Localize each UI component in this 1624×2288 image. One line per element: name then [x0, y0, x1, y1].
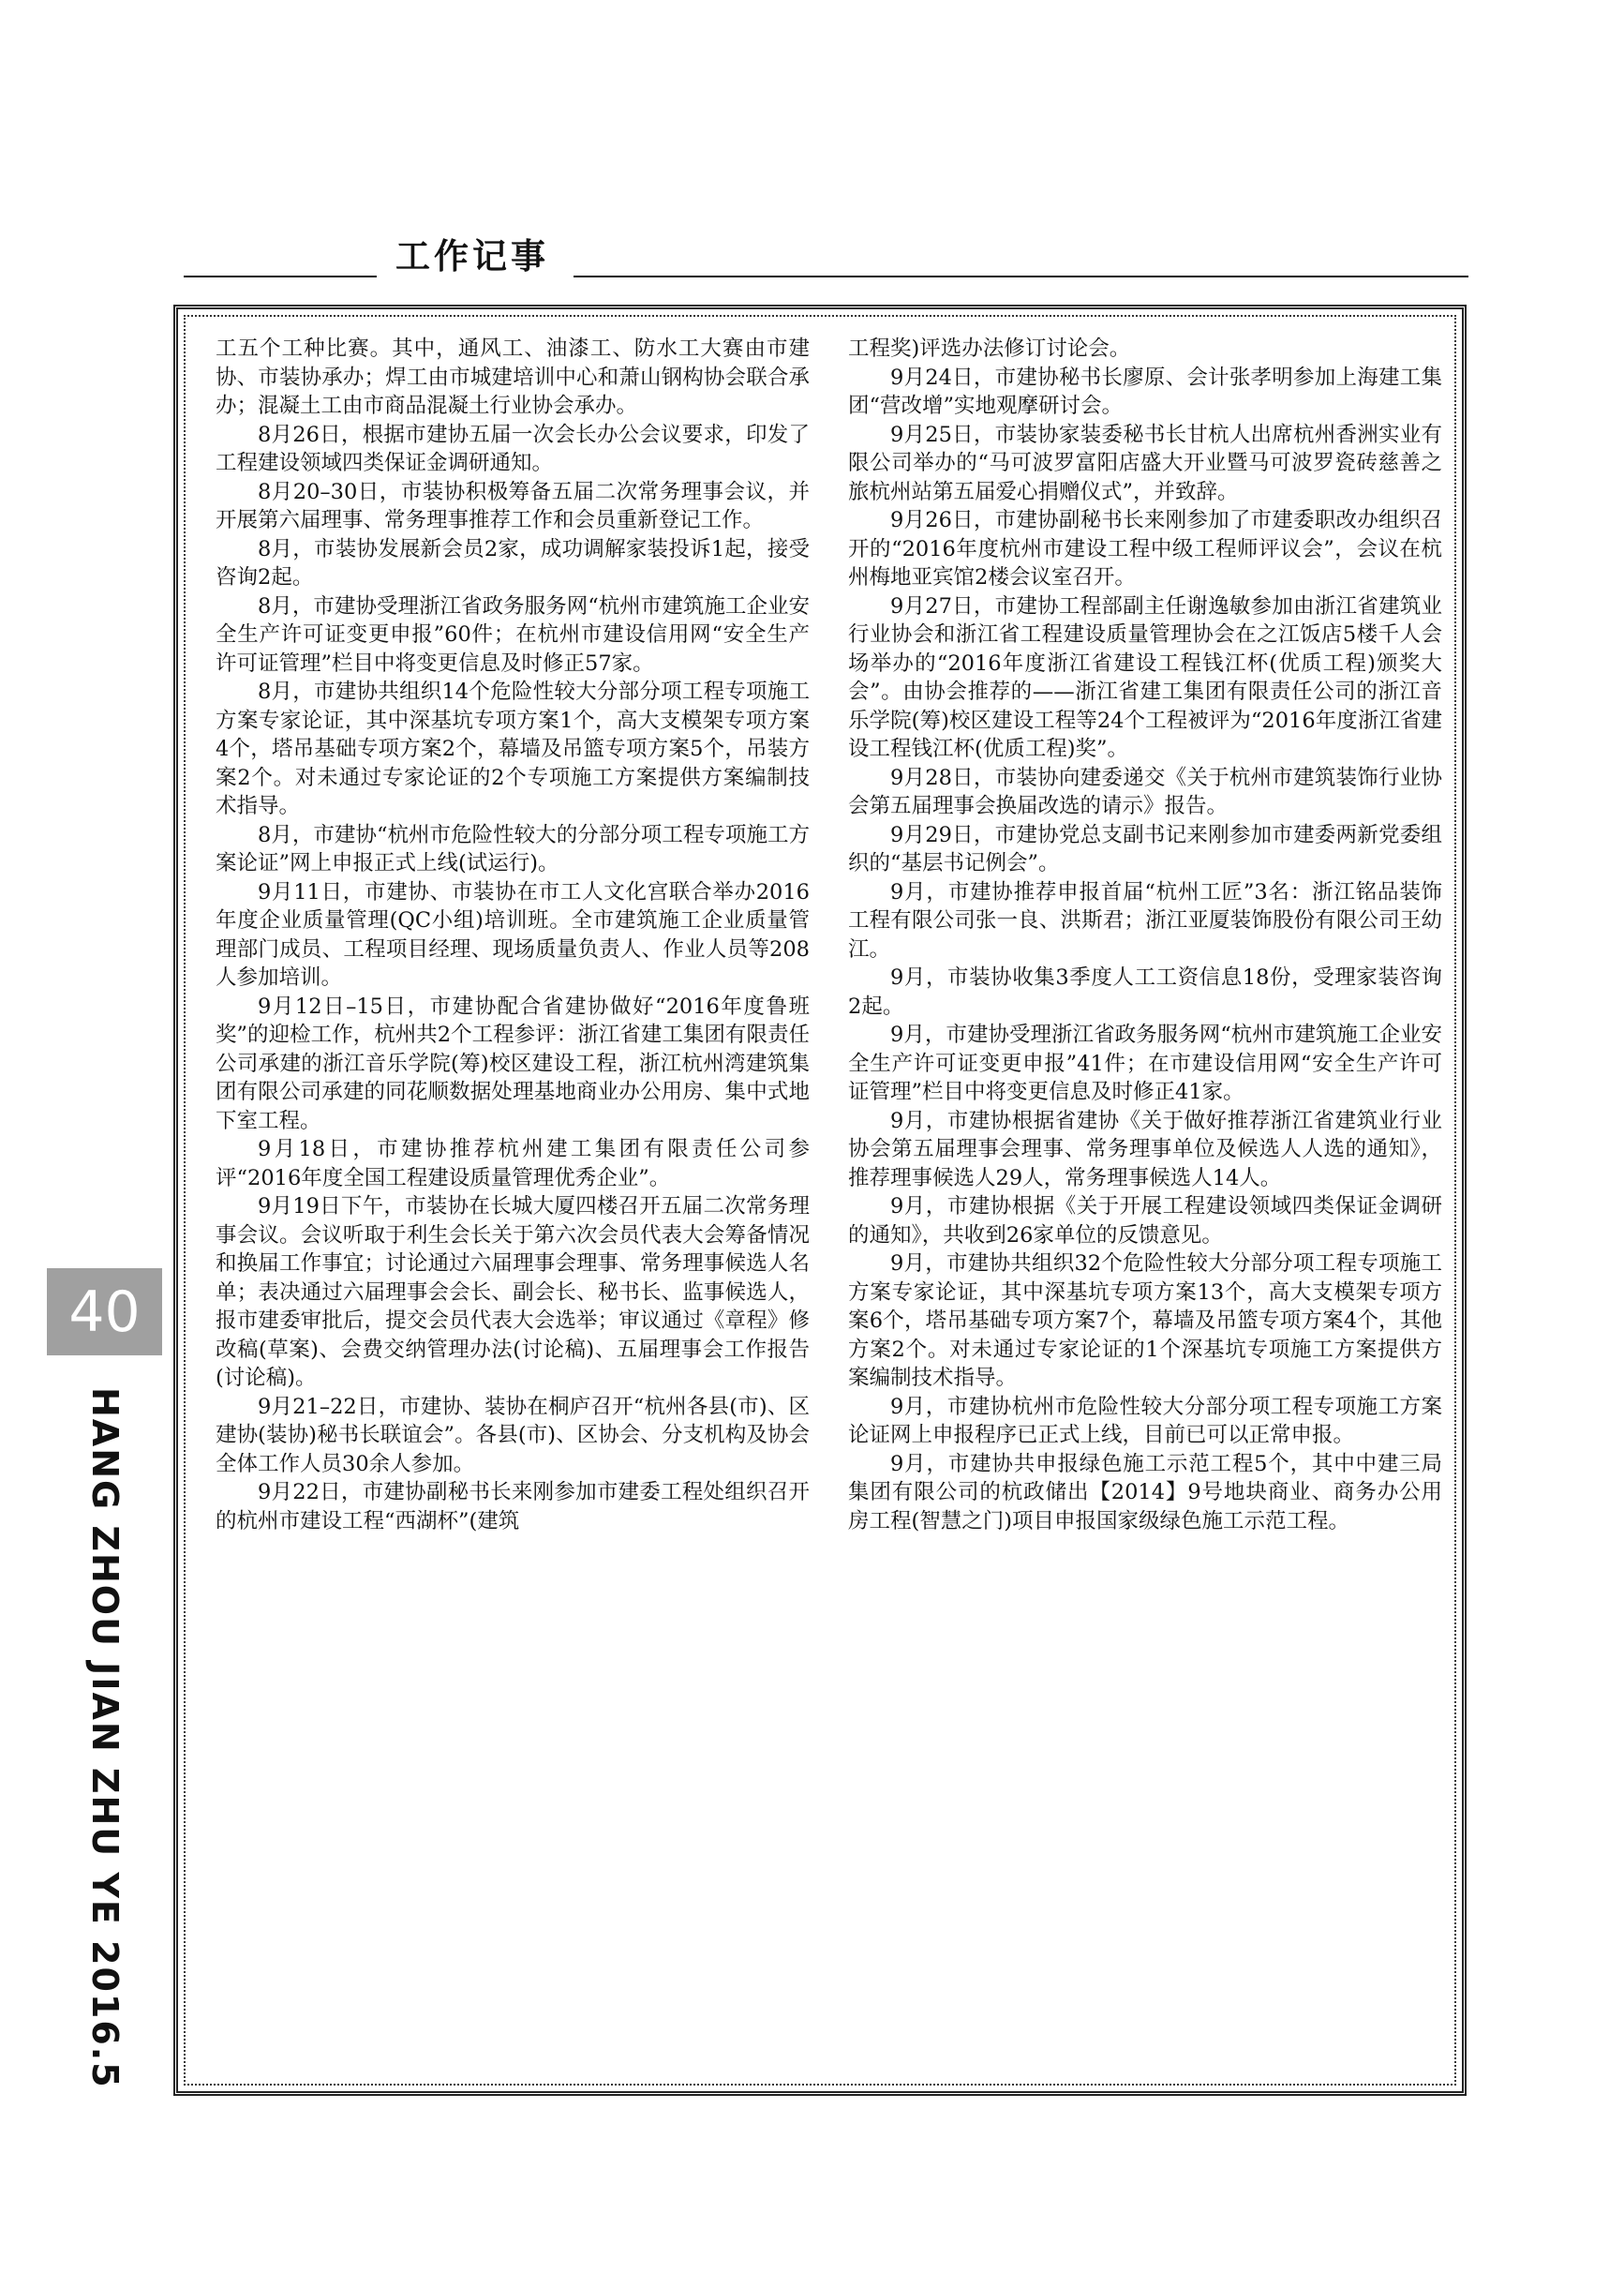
paragraph: 9月18日，市建协推荐杭州建工集团有限责任公司参评“2016年度全国工程建设质量管理优秀企业”。 [216, 1137, 810, 1190]
paragraph: 9月24日，市建协秘书长廖原、会计张孝明参加上海建工集团“营改增”实地观摩研讨会。 [848, 365, 1442, 418]
paragraph: 9月12日–15日，市建协配合省建协做好“2016年度鲁班奖”的迎检工作，杭州共2个工程参评：浙江省建工集团有限责任公司承建的浙江音乐学院(筹)校区建设工程，浙江杭州湾建筑集团有限公司承建的同花顺数据处理基地商业办公用房、集中式地下室工程。 [216, 994, 810, 1133]
paragraph: 9月29日，市建协党总支副书记来刚参加市建委两新党委组织的“基层书记例会”。 [848, 822, 1442, 875]
paragraph: 9月，市建协受理浙江省政务服务网“杭州市建筑施工企业安全生产许可证变更申报”41件；在市建设信用网“安全生产许可证管理”栏目中将变更信息及时修正41家。 [848, 1023, 1442, 1104]
paragraph: 8月20–30日，市装协积极筹备五届二次常务理事会议，并开展第六届理事、常务理事推荐工作和会员重新登记工作。 [216, 479, 810, 532]
paragraph: 9月22日，市建协副秘书长来刚参加市建委工程处组织召开的杭州市建设工程“西湖杯”(建筑 [216, 1480, 810, 1533]
paragraph: 9月21–22日，市建协、装协在桐庐召开“杭州各县(市)、区建协(装协)秘书长联谊会”。各县(市)、区协会、分支机构及协会全体工作人员30余人参加。 [216, 1394, 810, 1476]
paragraph: 9月25日，市装协家装委秘书长甘杭人出席杭州香洲实业有限公司举办的“马可波罗富阳店盛大开业暨马可波罗瓷砖慈善之旅杭州站第五届爱心捐赠仪式”，并致辞。 [848, 422, 1442, 504]
page-number: 40 [47, 1268, 162, 1355]
paragraph: 9月，市建协共申报绿色施工示范工程5个，其中中建三局集团有限公司的杭政储出【2014】9号地块商业、商务办公用房工程(智慧之门)项目申报国家级绿色施工示范工程。 [848, 1451, 1442, 1533]
left-column [216, 335, 810, 1535]
paragraph: 9月，市建协推荐申报首届“杭州工匠”3名：浙江铭品装饰工程有限公司张一良、洪斯君；浙江亚厦装饰股份有限公司王幼江。 [848, 879, 1442, 962]
paragraph: 8月，市建协受理浙江省政务服务网“杭州市建筑施工企业安全生产许可证变更申报”60件；在杭州市建设信用网“安全生产许可证管理”栏目中将变更信息及时修正57家。 [216, 593, 810, 676]
paragraph: 9月，市建协根据《关于开展工程建设领域四类保证金调研的通知》，共收到26家单位的反馈意见。 [848, 1194, 1442, 1248]
paragraph: 9月，市装协收集3季度人工工资信息18份，受理家装咨询2起。 [848, 965, 1442, 1019]
paragraph: 9月，市建协根据省建协《关于做好推荐浙江省建筑业行业协会第五届理事会理事、常务理事单位及候选人人选的通知》，推荐理事候选人29人，常务理事候选人14人。 [848, 1108, 1442, 1190]
side-magazine-label: HANG ZHOU JIAN ZHU YE 2016.5 [84, 1387, 126, 2089]
header-rule-left [184, 276, 377, 277]
paragraph: 工程奖)评选办法修订讨论会。 [848, 336, 1131, 361]
paragraph: 9月，市建协共组织32个危险性较大分部分项工程专项施工方案专家论证，其中深基坑专项方案13个，高大支模架专项方案6个，塔吊基础专项方案7个，幕墙及吊篮专项方案4个，其他方案2个。对未通过专家论证的1个深基坑专项施工方案提供方案编制技术指导。 [848, 1251, 1442, 1390]
paragraph: 8月26日，根据市建协五届一次会长办公会议要求，印发了工程建设领域四类保证金调研通知。 [216, 422, 810, 475]
paragraph: 9月，市建协杭州市危险性较大分部分项工程专项施工方案论证网上申报程序已正式上线，目前已可以正常申报。 [848, 1394, 1442, 1447]
section-title: 工作记事 [395, 236, 549, 277]
right-column [848, 335, 1442, 1535]
paragraph: 9月11日，市建协、市装协在市工人文化宫联合举办2016年度企业质量管理(QC小组)培训班。全市建筑施工企业质量管理部门成员、工程项目经理、现场质量负责人、作业人员等208人参加培训。 [216, 879, 810, 990]
paragraph: 9月28日，市装协向建委递交《关于杭州市建筑装饰行业协会第五届理事会换届改选的请示》报告。 [848, 765, 1442, 818]
paragraph: 9月27日，市建协工程部副主任谢逸敏参加由浙江省建筑业行业协会和浙江省工程建设质量管理协会在之江饭店5楼千人会场举办的“2016年度浙江省建设工程钱江杯(优质工程)颁奖大会”。由协会推荐的——浙江省建工集团有限责任公司的浙江音乐学院(筹)校区建设工程等24个工程被评为“2016年度浙江省建设工程钱江杯(优质工程)奖”。 [848, 593, 1442, 761]
paragraph: 8月，市装协发展新会员2家，成功调解家装投诉1起，接受咨询2起。 [216, 536, 810, 590]
paragraph: 9月19日下午，市装协在长城大厦四楼召开五届二次常务理事会议。会议听取于利生会长关于第六次会员代表大会筹备情况和换届工作事宜；讨论通过六届理事会理事、常务理事候选人名单；表决通过六届理事会会长、副会长、秘书长、监事候选人，报市建委审批后，提交会员代表大会选举；审议通过《章程》修改稿(草案)、会费交纳管理办法(讨论稿)、五届理事会工作报告(讨论稿)。 [216, 1194, 810, 1390]
paragraph: 8月，市建协共组织14个危险性较大分部分项工程专项施工方案专家论证，其中深基坑专项方案1个，高大支模架专项方案4个，塔吊基础专项方案2个，幕墙及吊篮专项方案5个，吊装方案2个。对未通过专家论证的2个专项施工方案提供方案编制技术指导。 [216, 680, 810, 818]
header-rule-right [574, 276, 1468, 277]
paragraph: 工五个工种比赛。其中，通风工、油漆工、防水工大赛由市建协、市装协承办；焊工由市城建培训中心和萧山钢构协会联合承办；混凝土工由市商品混凝土行业协会承办。 [216, 336, 810, 418]
paragraph: 9月26日，市建协副秘书长来刚参加了市建委职改办组织召开的“2016年度杭州市建设工程中级工程师评议会”，会议在杭州梅地亚宾馆2楼会议室召开。 [848, 508, 1442, 590]
paragraph: 8月，市建协“杭州市危险性较大的分部分项工程专项施工方案论证”网上申报正式上线(试运行)。 [216, 822, 810, 875]
